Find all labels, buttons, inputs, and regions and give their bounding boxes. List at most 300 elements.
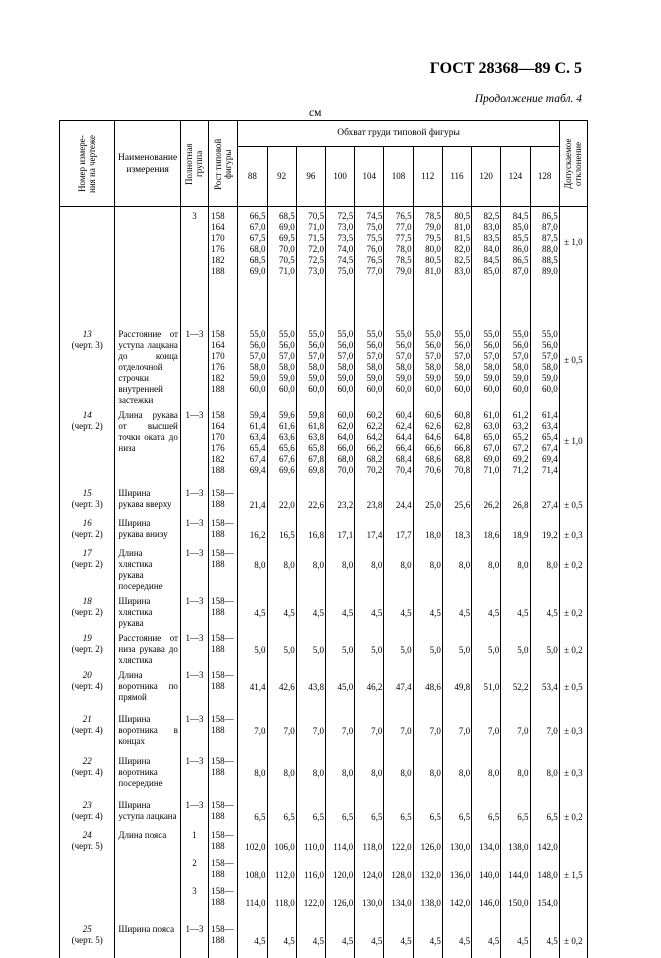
measurement-value: 77,5: [395, 233, 412, 243]
measurement-value: 57,0: [395, 350, 412, 361]
value-cell: [413, 854, 442, 882]
measurement-value: 4,5: [429, 607, 441, 618]
figure-height: 188: [211, 810, 225, 821]
value-cell: [413, 666, 442, 710]
value-cell: [296, 484, 325, 514]
measurement-value: 61,0: [483, 409, 500, 420]
measurement-value: 8,0: [458, 767, 471, 778]
value-cell: [238, 406, 267, 484]
value-cell: [296, 514, 325, 544]
measurement-value: 62,0: [337, 420, 354, 431]
measurement-value: 126,0: [420, 841, 441, 852]
value-cell: [238, 826, 267, 854]
measurement-value: 56,0: [483, 339, 500, 350]
tolerance: ± 0,2: [559, 629, 587, 666]
figure-height-cell: [209, 406, 238, 484]
measurement-value: 72,0: [308, 244, 324, 254]
measurement-name: Ширина воротника посередине: [115, 752, 180, 796]
value-cell: [325, 325, 354, 406]
measurement-value: 58,0: [542, 361, 558, 372]
measurement-value: 58,0: [395, 361, 412, 372]
measurement-value: 8,0: [429, 559, 441, 570]
measurement-value: 4,5: [371, 607, 383, 618]
measurement-value: 59,4: [249, 409, 266, 420]
value-cell: [296, 752, 325, 796]
measurement-value: 60,0: [337, 383, 354, 394]
measurement-value: 66,0: [337, 442, 354, 453]
measurement-value: 8,0: [283, 767, 295, 778]
col-header-size: 88: [238, 147, 267, 207]
measurement-value: 61,4: [249, 420, 266, 431]
figure-height-cell: [209, 882, 238, 920]
measurement-name: Ширина рукава вверху: [115, 484, 180, 514]
value-cell: [442, 325, 471, 406]
measurement-value: 5,0: [546, 644, 558, 655]
value-cell: [472, 666, 501, 710]
table-row: [60, 826, 588, 854]
tolerance: ± 0,2: [559, 796, 587, 826]
measurement-value: 7,0: [546, 725, 558, 736]
figure-height: 170: [211, 350, 225, 361]
col-header-size: 92: [267, 147, 296, 207]
measurement-value: 148,0: [537, 869, 558, 880]
figure-height: 164: [211, 420, 225, 431]
measurement-value: 70,5: [308, 211, 324, 221]
measurement-number: 18: [82, 595, 92, 606]
measurement-value: 124,0: [362, 869, 383, 880]
value-cell: [384, 796, 413, 826]
value-cell: [296, 406, 325, 484]
value-cell: [325, 592, 354, 629]
value-cell: [267, 854, 296, 882]
value-cell: [442, 629, 471, 666]
measurement-value: 83,0: [454, 266, 471, 276]
measurement-value: 7,0: [488, 725, 500, 736]
fullness-group: 2: [180, 854, 208, 882]
figure-height-cell: [209, 592, 238, 629]
measurement-value: 132,0: [420, 869, 441, 880]
value-cell: [355, 325, 384, 406]
table-row: [60, 854, 588, 882]
value-cell: [325, 666, 354, 710]
measurement-number: 19: [82, 632, 92, 643]
value-cell: [355, 796, 384, 826]
figure-height: 188: [211, 840, 225, 851]
value-cell: [472, 920, 501, 958]
measurement-name: Ширина рукава внизу: [115, 514, 180, 544]
measurement-value: 53,4: [542, 681, 558, 692]
col-header-height: Рост типовой фигуры: [209, 121, 238, 207]
figure-height-cell: [209, 826, 238, 854]
table-row: [60, 406, 588, 484]
measurement-value: 150,0: [508, 897, 529, 908]
value-cell: [413, 796, 442, 826]
measurement-value: 120,0: [332, 869, 354, 880]
measurement-value: 22,6: [308, 499, 324, 510]
figure-height: 188: [211, 498, 225, 509]
measurement-number-cell: [60, 207, 115, 325]
measurement-value: 73,0: [308, 266, 324, 276]
fullness-group: 1—3: [180, 325, 208, 406]
figure-height: 158—: [211, 595, 234, 606]
measurement-value: 86,5: [512, 255, 529, 265]
value-cell: [296, 629, 325, 666]
value-cell: [472, 710, 501, 752]
figure-height: 182: [211, 372, 225, 383]
measurement-value: 71,4: [542, 464, 558, 475]
measurement-value: 118,0: [362, 841, 383, 852]
measurement-value: 57,0: [542, 350, 558, 361]
value-cell: [442, 752, 471, 796]
measurement-value: 56,0: [542, 339, 558, 350]
figure-height-cell: [209, 752, 238, 796]
measurement-value: 4,5: [341, 607, 354, 618]
figure-height: 158—: [211, 829, 234, 840]
measurement-value: 118,0: [274, 897, 295, 908]
col-header-size: 112: [413, 147, 442, 207]
measurement-value: 110,0: [304, 841, 324, 852]
measurement-value: 134,0: [479, 841, 500, 852]
value-cell: [384, 544, 413, 592]
measurement-value: 71,2: [512, 464, 529, 475]
measurement-value: 57,0: [249, 350, 266, 361]
measurement-value: 7,0: [458, 725, 471, 736]
measurement-value: 55,0: [542, 328, 558, 339]
measurement-value: 69,8: [308, 464, 324, 475]
figure-height: 176: [211, 442, 225, 453]
measurement-value: 67,4: [542, 442, 558, 453]
measurement-value: 60,0: [308, 383, 324, 394]
figure-height: 188: [211, 724, 225, 735]
measurement-number: 16: [82, 517, 92, 528]
measurement-value: 55,0: [483, 328, 500, 339]
measurement-value: 8,0: [341, 767, 354, 778]
measurement-value: 76,0: [366, 244, 383, 254]
value-cell: [384, 752, 413, 796]
measurement-value: 82,0: [454, 244, 471, 254]
measurement-value: 81,5: [454, 233, 471, 243]
figure-height: 188: [211, 528, 225, 539]
measurement-value: 4,5: [283, 607, 295, 618]
drawing-reference: (черт. 5): [71, 934, 103, 945]
measurement-value: 55,0: [454, 328, 471, 339]
measurement-value: 4,5: [400, 935, 412, 946]
table-continuation-note: Продолжение табл. 4: [474, 93, 582, 105]
measurement-value: 86,5: [542, 211, 558, 221]
measurement-value: 60,0: [512, 383, 529, 394]
measurement-value: 7,0: [517, 725, 529, 736]
measurement-value: 48,6: [425, 681, 441, 692]
measurement-value: 63,6: [279, 431, 295, 442]
value-cell: [501, 406, 530, 484]
measurement-value: 56,0: [366, 339, 383, 350]
measurement-value: 61,4: [542, 409, 558, 420]
value-cell: [325, 514, 354, 544]
measurement-number: 20: [82, 669, 92, 680]
measurement-value: 60,0: [454, 383, 471, 394]
measurement-value: 59,0: [454, 372, 471, 383]
measurement-value: 18,9: [512, 529, 529, 540]
table-row: [60, 710, 588, 752]
measurement-value: 8,0: [429, 767, 441, 778]
table-row: [60, 920, 588, 958]
value-cell: [296, 544, 325, 592]
measurement-value: 74,5: [337, 255, 354, 265]
measurement-value: 51,0: [483, 681, 500, 692]
value-cell: [530, 882, 559, 920]
measurement-value: 16,5: [279, 529, 295, 540]
measurement-value: 108,0: [245, 869, 266, 880]
value-cell: [501, 544, 530, 592]
measurement-value: 60,6: [425, 409, 441, 420]
measurement-value: 26,8: [512, 499, 529, 510]
measurement-value: 112,0: [274, 869, 295, 880]
value-cell: [355, 920, 384, 958]
value-cell: [355, 592, 384, 629]
measurement-value: 84,5: [512, 211, 529, 221]
measurement-value: 59,0: [395, 372, 412, 383]
measurement-value: 62,2: [366, 420, 383, 431]
measurement-number-cell: [60, 882, 115, 920]
value-cell: [501, 710, 530, 752]
tolerance: ± 0,3: [559, 752, 587, 796]
measurement-value: 67,6: [279, 453, 295, 464]
measurement-value: 57,0: [308, 350, 324, 361]
measurement-name: Расстояние от низа рукава до хлястика: [115, 629, 180, 666]
fullness-group: 1—3: [180, 484, 208, 514]
measurement-value: 58,0: [512, 361, 529, 372]
value-cell: [530, 854, 559, 882]
measurement-number-cell: [60, 710, 115, 752]
measurement-value: 62,8: [454, 420, 471, 431]
measurement-value: 5,0: [312, 644, 324, 655]
value-cell: [267, 514, 296, 544]
drawing-reference: (черт. 4): [71, 766, 103, 777]
measurement-value: 5,0: [254, 644, 266, 655]
measurement-value: 71,0: [308, 222, 324, 232]
value-cell: [267, 484, 296, 514]
value-cell: [325, 710, 354, 752]
figure-height: 188: [211, 766, 225, 777]
measurement-value: 62,6: [425, 420, 441, 431]
figure-height: 158—: [211, 857, 234, 868]
measurement-value: 55,0: [512, 328, 529, 339]
measurement-value: 86,0: [512, 244, 529, 254]
figure-height: 182: [211, 255, 225, 265]
measurement-value: 61,8: [308, 420, 324, 431]
value-cell: [442, 207, 471, 325]
value-cell: [325, 826, 354, 854]
measurement-value: 55,0: [425, 328, 441, 339]
measurement-value: 69,6: [279, 464, 295, 475]
measurement-value: 8,0: [283, 559, 295, 570]
measurement-value: 4,5: [488, 935, 500, 946]
measurement-value: 56,0: [512, 339, 529, 350]
measurement-value: 7,0: [400, 725, 412, 736]
measurement-value: 80,0: [425, 244, 441, 254]
figure-height-cell: [209, 710, 238, 752]
measurement-value: 59,0: [512, 372, 529, 383]
measurement-value: 69,2: [512, 453, 529, 464]
value-cell: [413, 544, 442, 592]
value-cell: [267, 406, 296, 484]
measurement-value: 128,0: [391, 869, 412, 880]
measurement-value: 56,0: [337, 339, 354, 350]
value-cell: [530, 629, 559, 666]
measurement-name: [115, 207, 180, 325]
value-cell: [501, 592, 530, 629]
value-cell: [267, 920, 296, 958]
measurement-value: 63,4: [249, 431, 266, 442]
fullness-group: 1—3: [180, 796, 208, 826]
value-cell: [325, 207, 354, 325]
measurement-value: 4,5: [517, 935, 529, 946]
fullness-group: 1—3: [180, 752, 208, 796]
measurement-value: 8,0: [458, 559, 471, 570]
measurement-value: 70,5: [279, 255, 295, 265]
value-cell: [413, 710, 442, 752]
value-cell: [238, 544, 267, 592]
measurement-value: 75,5: [366, 233, 383, 243]
measurement-value: 8,0: [371, 767, 383, 778]
measurement-value: 4,5: [312, 607, 324, 618]
value-cell: [413, 920, 442, 958]
measurement-value: 55,0: [279, 328, 295, 339]
fullness-group: 1: [180, 826, 208, 854]
measurement-value: 82,5: [454, 255, 471, 265]
value-cell: [530, 514, 559, 544]
value-cell: [325, 882, 354, 920]
value-cell: [325, 854, 354, 882]
figure-height-cell: [209, 666, 238, 710]
measurement-value: 6,5: [458, 811, 471, 822]
measurement-value: 60,0: [279, 383, 295, 394]
measurement-value: 89,0: [542, 266, 558, 276]
col-header-number: Номер измере- ния на чертеже: [60, 121, 115, 207]
measurement-number-cell: [60, 514, 115, 544]
value-cell: [384, 325, 413, 406]
figure-height: 158: [211, 328, 225, 339]
measurement-value: 83,5: [483, 233, 500, 243]
measurement-value: 114,0: [333, 841, 354, 852]
table-row: [60, 629, 588, 666]
measurement-value: 65,6: [279, 442, 295, 453]
fullness-group: 1—3: [180, 920, 208, 958]
drawing-reference: (черт. 2): [71, 606, 103, 617]
value-cell: [530, 325, 559, 406]
value-cell: [442, 882, 471, 920]
figure-height: 158—: [211, 487, 234, 498]
measurement-value: 57,0: [279, 350, 295, 361]
measurement-name: [115, 882, 180, 920]
measurement-value: 60,0: [395, 383, 412, 394]
measurement-value: 58,0: [366, 361, 383, 372]
measurement-name: Ширина уступа лацкана: [115, 796, 180, 826]
measurement-value: 4,5: [458, 935, 471, 946]
table-row: [60, 544, 588, 592]
figure-height-cell: [209, 514, 238, 544]
measurement-name: [115, 854, 180, 882]
measurement-value: 56,0: [279, 339, 295, 350]
measurement-name: Расстояние от уступа лацкана до конца отделочной строчки внутренней застежки: [115, 325, 180, 406]
value-cell: [530, 710, 559, 752]
value-cell: [472, 826, 501, 854]
measurement-value: 58,0: [454, 361, 471, 372]
value-cell: [384, 826, 413, 854]
value-cell: [472, 592, 501, 629]
col-header-group: Полнотная группа: [180, 121, 208, 207]
measurement-value: 46,2: [366, 681, 383, 692]
value-cell: [501, 484, 530, 514]
value-cell: [355, 514, 384, 544]
measurement-value: 7,0: [254, 725, 266, 736]
measurement-value: 74,5: [366, 211, 383, 221]
col-header-size: 96: [296, 147, 325, 207]
measurement-value: 66,2: [366, 442, 383, 453]
fullness-group: 1—3: [180, 629, 208, 666]
value-cell: [442, 514, 471, 544]
measurement-value: 23,2: [337, 499, 354, 510]
measurement-value: 5,0: [488, 644, 500, 655]
measurement-value: 4,5: [312, 935, 324, 946]
measurement-value: 140,0: [479, 869, 500, 880]
measurement-value: 8,0: [517, 767, 529, 778]
measurement-value: 60,8: [454, 409, 471, 420]
col-header-size: 116: [442, 147, 471, 207]
measurement-value: 77,0: [395, 222, 412, 232]
measurement-value: 59,0: [366, 372, 383, 383]
measurement-value: 56,0: [454, 339, 471, 350]
figure-height: 188: [211, 680, 225, 691]
value-cell: [296, 854, 325, 882]
value-cell: [296, 796, 325, 826]
value-cell: [384, 666, 413, 710]
value-cell: [442, 666, 471, 710]
measurement-number-cell: [60, 325, 115, 406]
col-header-tolerance: Допускаемое отклонение: [559, 121, 587, 207]
measurement-value: 60,4: [395, 409, 412, 420]
measurement-value: 80,5: [454, 211, 471, 221]
measurement-value: 65,4: [542, 431, 558, 442]
value-cell: [355, 629, 384, 666]
value-cell: [296, 882, 325, 920]
value-cell: [413, 882, 442, 920]
measurement-value: 4,5: [488, 607, 500, 618]
measurement-value: 60,0: [337, 409, 354, 420]
measurement-value: 18,0: [425, 529, 441, 540]
col-header-chest: Обхват груди типовой фигуры: [238, 121, 559, 147]
measurement-value: 47,4: [395, 681, 412, 692]
figure-height-cell: [209, 854, 238, 882]
tolerance: ± 0,3: [559, 514, 587, 544]
measurement-value: 6,5: [546, 811, 558, 822]
col-header-name: Наименование измерения: [115, 121, 180, 207]
measurement-value: 5,0: [283, 644, 295, 655]
value-cell: [442, 796, 471, 826]
figure-height-cell: [209, 207, 238, 325]
value-cell: [413, 514, 442, 544]
drawing-reference: (черт. 4): [71, 810, 103, 821]
measurement-value: 8,0: [488, 559, 500, 570]
measurement-number-cell: [60, 796, 115, 826]
measurement-value: 25,0: [425, 499, 441, 510]
measurement-value: 79,0: [425, 222, 441, 232]
measurement-value: 8,0: [400, 767, 412, 778]
value-cell: [442, 484, 471, 514]
measurement-value: 8,0: [312, 559, 324, 570]
tolerance: ± 0,2: [559, 920, 587, 958]
value-cell: [384, 629, 413, 666]
